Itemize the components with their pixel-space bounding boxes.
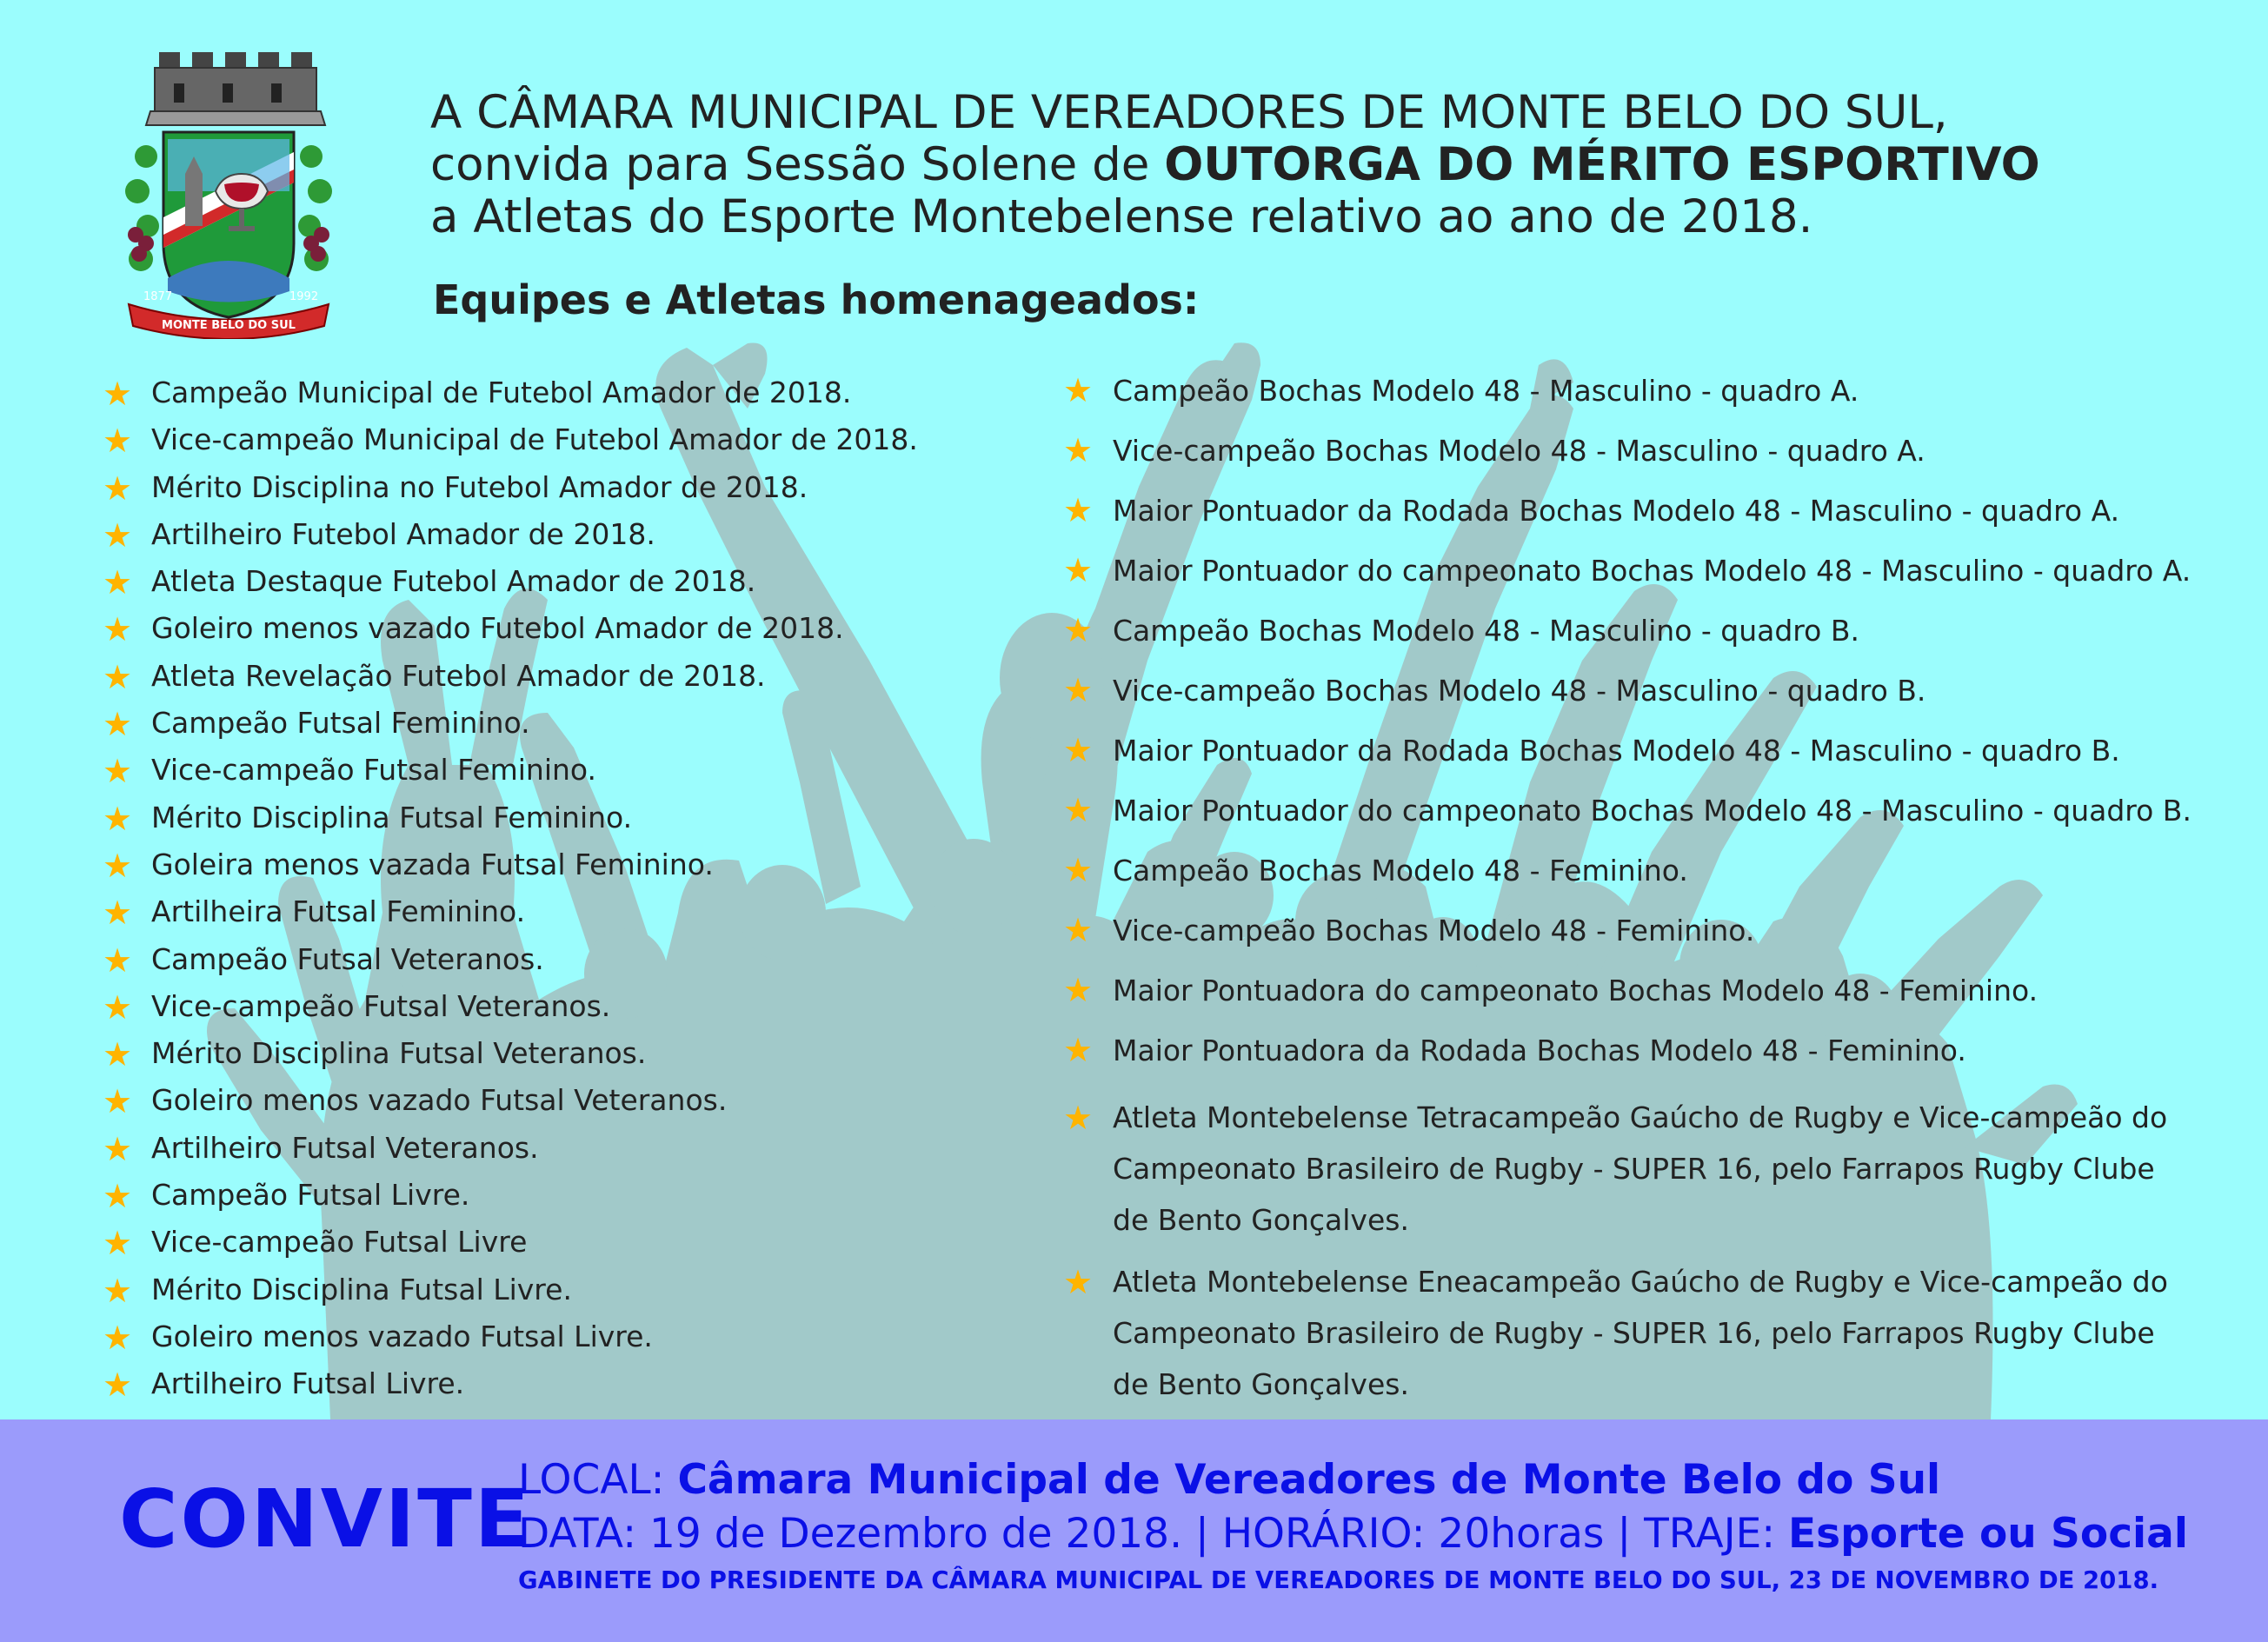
list-item <box>1063 1092 2191 1246</box>
list-item <box>103 747 1041 794</box>
list-item <box>1063 1256 2191 1410</box>
date-time-text: DATA: 19 de Dezembro de 2018. | HORÁRIO: 20horas | TRAJE: <box>518 1510 1789 1558</box>
footer-gabinete-line: GABINETE DO PRESIDENTE DA CÂMARA MUNICIPAL DE VEREADORES DE MONTE BELO DO SUL, 23 DE NOVEMBRO DE 2018. <box>518 1566 2159 1594</box>
list-item <box>103 1266 1041 1313</box>
star-icon: ★ <box>103 469 133 508</box>
list-item-text: Atleta Montebelense Eneacampeão Gaúcho de Rugby e Vice-campeão do Campeonato Brasileiro de Rugby - SUPER 16, pelo Farrapos Rugby Clube de Bento Gonçalves. <box>1113 1265 2168 1401</box>
star-icon: ★ <box>1063 551 1094 589</box>
list-item-text: Goleiro menos vazado Futsal Veteranos. <box>151 1083 728 1118</box>
header-line-1: A CÂMARA MUNICIPAL DE VEREADORES DE MONTE BELO DO SUL, <box>430 86 1948 139</box>
header-line-2-prefix: convida para Sessão Solene de <box>430 138 1165 191</box>
list-item <box>103 464 1041 511</box>
list-item <box>103 1125 1041 1172</box>
star-icon: ★ <box>1063 371 1094 409</box>
star-icon: ★ <box>1063 1263 1094 1301</box>
star-icon: ★ <box>1063 911 1094 949</box>
list-item-text: Mérito Disciplina Futsal Feminino. <box>151 800 633 834</box>
list-item <box>103 888 1041 935</box>
list-item <box>103 1172 1041 1219</box>
list-item-text: Maior Pontuador do campeonato Bochas Modelo 48 - Masculino - quadro A. <box>1113 554 2192 588</box>
star-icon: ★ <box>103 1271 133 1310</box>
list-item-text: Goleiro menos vazado Futebol Amador de 2018. <box>151 611 844 646</box>
list-item <box>1063 549 2193 609</box>
footer-local-line <box>518 1456 1940 1505</box>
star-icon: ★ <box>1063 851 1094 889</box>
list-item-text: Atleta Destaque Futebol Amador de 2018. <box>151 564 756 599</box>
header-line-2 <box>430 139 2082 191</box>
list-item-text: Maior Pontuadora da Rodada Bochas Modelo 48 - Feminino. <box>1113 1034 1966 1067</box>
list-item <box>103 416 1041 463</box>
star-icon: ★ <box>103 1082 133 1121</box>
list-item <box>1063 369 2193 429</box>
list-item-text: Mérito Disciplina Futsal Veteranos. <box>151 1036 647 1071</box>
star-icon: ★ <box>103 752 133 791</box>
list-item <box>1063 429 2193 489</box>
star-icon: ★ <box>103 1224 133 1263</box>
list-item <box>1063 849 2193 909</box>
star-icon: ★ <box>103 1035 133 1074</box>
footer-band <box>0 1419 2268 1642</box>
list-item-text: Goleiro menos vazado Futsal Livre. <box>151 1319 653 1353</box>
local-value: Câmara Municipal de Vereadores de Monte Belo do Sul <box>677 1456 1941 1504</box>
star-icon: ★ <box>103 1366 133 1405</box>
list-item <box>1063 729 2193 789</box>
list-item-text: Campeão Futsal Livre. <box>151 1178 470 1213</box>
list-item <box>1063 669 2193 729</box>
list-item <box>103 653 1041 700</box>
star-icon: ★ <box>1063 971 1094 1009</box>
list-item <box>103 511 1041 558</box>
header-text <box>430 87 2082 243</box>
list-item <box>103 794 1041 841</box>
star-icon: ★ <box>1063 731 1094 769</box>
star-icon: ★ <box>1063 671 1094 709</box>
list-item-text: Maior Pontuador do campeonato Bochas Modelo 48 - Masculino - quadro B. <box>1113 794 2192 828</box>
list-item <box>103 1360 1041 1407</box>
honorees-heading: Equipes e Atletas homenageados: <box>433 276 1200 323</box>
crest-banner-text: MONTE BELO DO SUL <box>162 319 296 332</box>
star-icon: ★ <box>1063 1099 1094 1137</box>
list-item-text: Campeão Bochas Modelo 48 - Feminino. <box>1113 854 1688 887</box>
star-icon: ★ <box>103 987 133 1027</box>
list-item <box>103 605 1041 652</box>
list-item-text: Vice-campeão Municipal de Futebol Amador de 2018. <box>151 422 918 457</box>
list-item-text: Artilheira Futsal Feminino. <box>151 894 526 929</box>
list-item-text: Goleira menos vazada Futsal Feminino. <box>151 847 714 881</box>
honorees-list-right <box>1063 369 2193 1420</box>
list-item <box>1063 489 2193 549</box>
local-label: LOCAL: <box>518 1456 678 1504</box>
star-icon: ★ <box>103 515 133 555</box>
list-item <box>103 369 1041 416</box>
convite-title: CONVITE <box>119 1472 532 1566</box>
list-item <box>103 983 1041 1030</box>
list-item-text: Vice-campeão Futsal Veteranos. <box>151 988 611 1023</box>
footer-date-line <box>518 1510 2188 1559</box>
list-item <box>1063 969 2193 1029</box>
list-item-text: Campeão Municipal de Futebol Amador de 2018. <box>151 376 852 409</box>
star-icon: ★ <box>103 610 133 649</box>
list-item-text: Maior Pontuador da Rodada Bochas Modelo 48 - Masculino - quadro A. <box>1113 494 2120 528</box>
star-icon: ★ <box>103 941 133 980</box>
list-item-text: Vice-campeão Futsal Livre <box>151 1225 528 1260</box>
list-item <box>103 1030 1041 1077</box>
crest-year-left: 1877 <box>143 290 173 303</box>
list-item-text: Artilheiro Futebol Amador de 2018. <box>151 516 655 551</box>
list-item-text: Artilheiro Futsal Veteranos. <box>151 1130 539 1165</box>
municipal-coat-of-arms <box>111 52 346 339</box>
list-item-text: Atleta Revelação Futebol Amador de 2018. <box>151 658 766 693</box>
list-item-text: Maior Pontuador da Rodada Bochas Modelo 48 - Masculino - quadro B. <box>1113 734 2120 768</box>
list-item <box>103 841 1041 888</box>
honorees-list-left <box>103 369 1041 1408</box>
list-item <box>103 1219 1041 1266</box>
list-item-text: Campeão Futsal Feminino. <box>151 706 530 741</box>
list-item-text: Vice-campeão Bochas Modelo 48 - Feminino. <box>1113 914 1755 947</box>
list-item <box>1063 1029 2193 1089</box>
list-item <box>1063 789 2193 849</box>
list-item-text: Vice-campeão Futsal Feminino. <box>151 753 597 788</box>
list-item <box>103 558 1041 605</box>
crest-year-right: 1992 <box>289 290 319 303</box>
list-item-text: Vice-campeão Bochas Modelo 48 - Masculino - quadro A. <box>1113 434 1925 468</box>
star-icon: ★ <box>103 422 133 461</box>
list-item <box>103 936 1041 983</box>
star-icon: ★ <box>103 657 133 696</box>
list-item-text: Maior Pontuadora do campeonato Bochas Modelo 48 - Feminino. <box>1113 974 2039 1007</box>
star-icon: ★ <box>103 705 133 744</box>
star-icon: ★ <box>1063 791 1094 829</box>
list-item-text: Mérito Disciplina no Futebol Amador de 2018. <box>151 469 808 504</box>
list-item <box>1063 909 2193 969</box>
star-icon: ★ <box>103 894 133 933</box>
list-item-text: Campeão Bochas Modelo 48 - Masculino - quadro A. <box>1113 374 1859 408</box>
list-item <box>103 1313 1041 1360</box>
list-item-text: Campeão Bochas Modelo 48 - Masculino - quadro B. <box>1113 614 1859 648</box>
star-icon: ★ <box>103 1318 133 1357</box>
list-item <box>1063 609 2193 669</box>
list-item-text: Vice-campeão Bochas Modelo 48 - Masculino - quadro B. <box>1113 674 1926 708</box>
list-item <box>103 700 1041 747</box>
star-icon: ★ <box>1063 611 1094 649</box>
list-item <box>103 1077 1041 1124</box>
star-icon: ★ <box>103 799 133 838</box>
star-icon: ★ <box>1063 491 1094 529</box>
star-icon: ★ <box>103 375 133 413</box>
list-item-text: Mérito Disciplina Futsal Livre. <box>151 1272 572 1306</box>
star-icon: ★ <box>1063 431 1094 469</box>
list-item-text: Atleta Montebelense Tetracampeão Gaúcho de Rugby e Vice-campeão do Campeonato Brasileiro de Rugby - SUPER 16, pelo Farrapos Rugby Clube de Bento Gonçalves. <box>1113 1100 2168 1237</box>
header-line-2-bold: OUTORGA DO MÉRITO ESPORTIVO <box>1164 138 2040 191</box>
star-icon: ★ <box>1063 1031 1094 1069</box>
star-icon: ★ <box>103 1177 133 1216</box>
star-icon: ★ <box>103 1129 133 1168</box>
header-line-3: a Atletas do Esporte Montebelense relativo ao ano de 2018. <box>430 190 1813 243</box>
star-icon: ★ <box>103 563 133 602</box>
list-item-text: Campeão Futsal Veteranos. <box>151 941 544 976</box>
star-icon: ★ <box>103 846 133 885</box>
traje-value: Esporte ou Social <box>1788 1510 2188 1558</box>
list-item-text: Artilheiro Futsal Livre. <box>151 1366 465 1401</box>
